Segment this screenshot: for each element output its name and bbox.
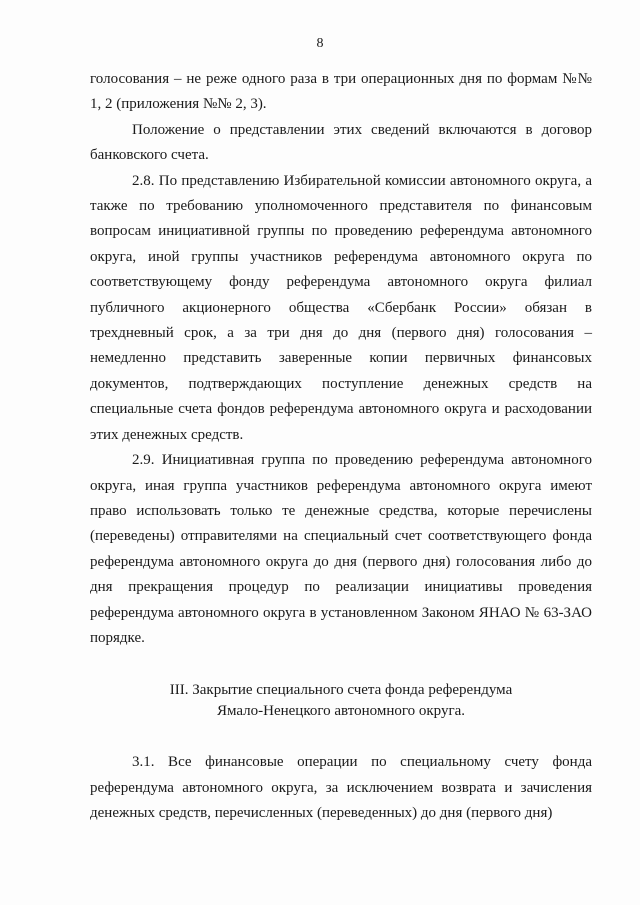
paragraph-voting-continuation: голосования – не реже одного раза в три операционных дня по формам №№ 1, 2 (приложения №№ 2, 3). [90, 71, 592, 113]
paragraph-bank-account-clause: Положение о представлении этих сведений включаются в договор банковского счета. [90, 121, 592, 164]
spacer [90, 722, 592, 750]
section-heading-line-2: Ямало-Ненецкого автономного округа. [216, 703, 466, 720]
page-number: 8 [316, 36, 324, 51]
paragraph-2-9: 2.9. Инициативная группа по проведению референдума автономного округа, иная группа участников референдума автономного округа имеют право использовать только те денежные средства, которые перечислены (переведены) отправителями на специальный счет соответствующего фонда референдума автономного округа до дня (первого дня) голосования либо до дня прекращения процедур по реализации инициативы проведения референдума автономного округа в установленном Законом ЯНАО № 63-ЗАО порядке. [90, 452, 592, 646]
spacer [90, 651, 592, 680]
document-body [90, 67, 592, 827]
paragraph-2-8: 2.8. По представлению Избирательной комиссии автономного округа, а также по требованию уполномоченного представителя по финансовым вопросам инициативной группы по проведению референдума автономного округа, иной группы участников референдума автономного округа по соответствующему фонду референдума автономного округа филиал публичного акционерного общества «Сбербанк России» обязан в трехдневный срок, а за три дня до дня (первого дня) голосования – немедленно представить заверенные копии первичных финансовых документов, подтверждающих поступление денежных средств на специальные счета фондов референдума автономного округа и расходовании этих денежных средств. [90, 172, 592, 443]
paragraph-3-1: 3.1. Все финансовые операции по специальному счету фонда референдума автономного округа, за исключением возврата и зачисления денежных средств, перечисленных (переведенных) до дня (первого дня) [90, 754, 592, 822]
section-heading-line-1: III. Закрытие специального счета фонда референдума [169, 682, 513, 699]
